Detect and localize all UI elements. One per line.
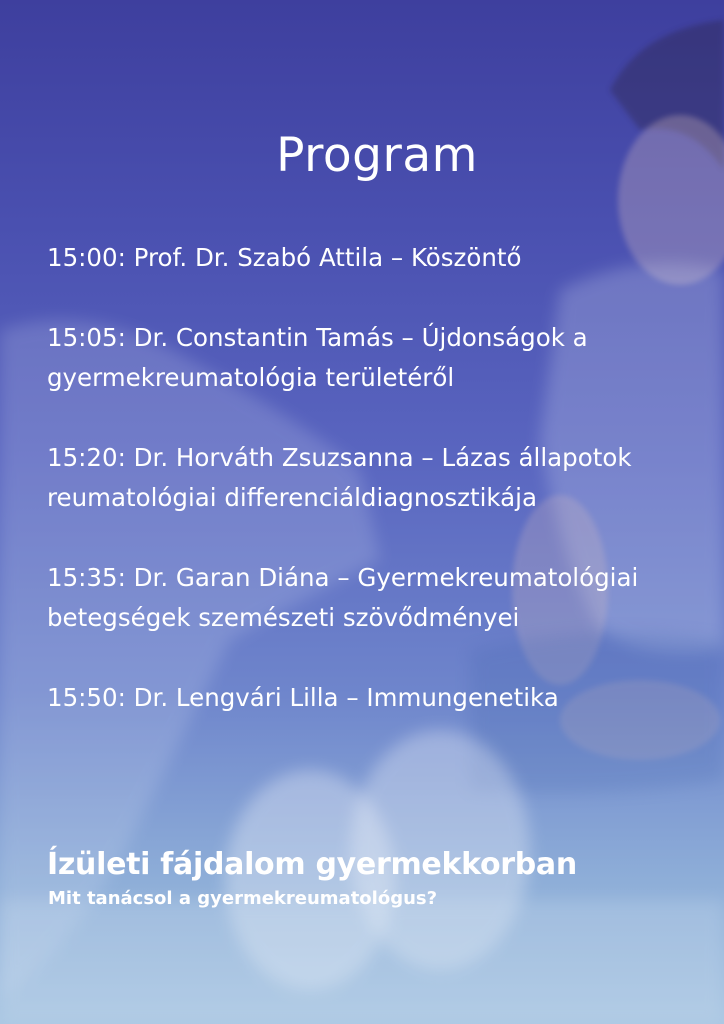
event-title: Ízületi fájdalom gyermekkorban [47, 847, 577, 882]
program-text: Dr. Garan Diána – Gyermekreumatológiai betegségek szemészeti szövődményei [47, 563, 639, 632]
program-time: 15:00: [47, 243, 126, 272]
program-item [47, 238, 707, 278]
program-item [47, 558, 707, 638]
event-subtitle: Mit tanácsol a gyermekreumatológus? [48, 888, 438, 909]
program-text: Dr. Lengvári Lilla – Immungenetika [133, 683, 559, 712]
program-item [47, 678, 707, 718]
floor-haze [0, 900, 724, 1024]
program-text: Dr. Horváth Zsuzsanna – Lázas állapotok reumatológiai differenciáldiagnosztikája [47, 443, 632, 512]
program-list [47, 238, 707, 758]
program-item [47, 318, 707, 398]
page-title: Program [276, 128, 478, 183]
program-time: 15:35: [47, 563, 126, 592]
program-text: Dr. Constantin Tamás – Újdonságok a gyermekreumatológia területéről [47, 323, 588, 392]
program-time: 15:50: [47, 683, 126, 712]
program-text: Prof. Dr. Szabó Attila – Köszöntő [133, 243, 522, 272]
program-item [47, 438, 707, 518]
program-time: 15:05: [47, 323, 126, 352]
program-time: 15:20: [47, 443, 126, 472]
